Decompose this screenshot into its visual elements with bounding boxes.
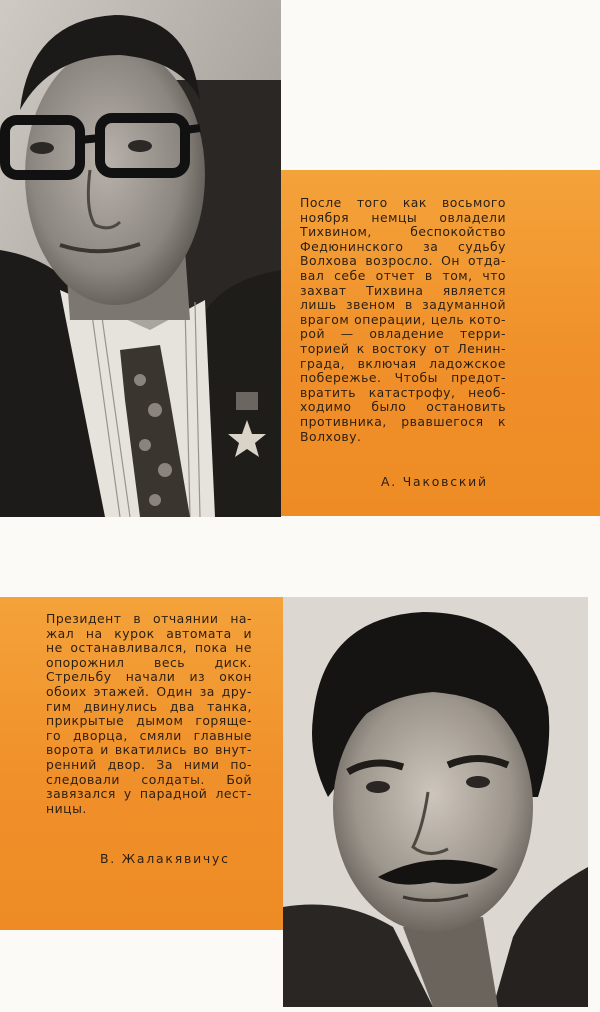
quote-line: Тихвином, беспокойство	[300, 224, 506, 240]
quote-line: Федюнинского за судьбу	[300, 238, 506, 254]
quote-line: рой — овладение терри-	[300, 326, 506, 342]
quote-line: жал на курок автомата и	[46, 625, 252, 641]
quote-line: ходимо было остановить	[300, 399, 506, 415]
quote-line: ницы.	[46, 800, 87, 816]
quote-line: ноября немцы овладели	[300, 209, 506, 225]
quote-line: После того как восьмого	[300, 195, 506, 210]
quote-line: завязался у парадной лест-	[46, 786, 252, 802]
quote-line: не останавливался, пока не	[46, 640, 252, 656]
bottom-quote-text	[46, 612, 252, 816]
quote-line: вал себе отчет в том, что	[300, 267, 506, 283]
quote-line: Стрельбу начали из окон	[46, 669, 252, 685]
quote-line: торией к востоку от Ленин-	[300, 340, 506, 356]
top-quote-text	[300, 196, 506, 444]
quote-line: Волхова возросло. Он отда-	[300, 253, 506, 269]
quote-line: лишь звеном в задуманной	[300, 297, 506, 313]
quote-line: захват Тихвина является	[300, 282, 506, 298]
quote-line: побережье. Чтобы предот-	[300, 370, 506, 386]
quote-line: опорожнил весь диск.	[46, 654, 252, 670]
quote-line: следовали солдаты. Бой	[46, 771, 252, 787]
quote-line: вратить катастрофу, необ-	[300, 384, 506, 400]
portrait-photo-zhalakyavichus	[283, 597, 588, 1007]
quote-line: обоих этажей. Один за дру-	[46, 683, 252, 699]
bottom-quote-author: В. Жалакявичус	[100, 851, 230, 866]
quote-line: гим двинулись два танка,	[46, 698, 252, 714]
quote-line: прикрытые дымом горяще-	[46, 713, 252, 729]
quote-line: града, включая ладожское	[300, 355, 506, 371]
quote-line: противника, рвавшегося к	[300, 413, 506, 429]
portrait-photo-chakovsky	[0, 0, 281, 517]
quote-line: го дворца, смяли главные	[46, 727, 252, 743]
quote-line: Волхову.	[300, 428, 362, 444]
top-quote-author: А. Чаковский	[381, 474, 488, 489]
quote-line: врагом операции, цель кото-	[300, 311, 506, 327]
quote-line: ренний двор. За ними по-	[46, 756, 252, 772]
quote-line: Президент в отчаянии на-	[46, 611, 252, 626]
quote-line: ворота и вкатились во внут-	[46, 742, 252, 758]
